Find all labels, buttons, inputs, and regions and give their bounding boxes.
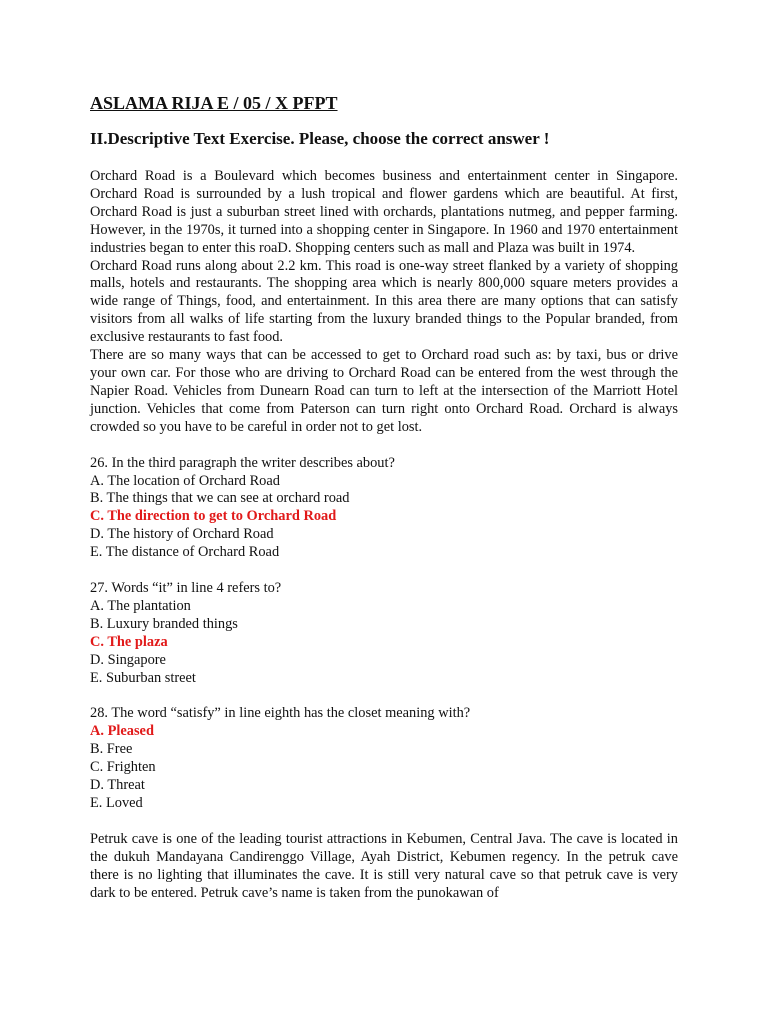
option-d: D. Singapore xyxy=(90,651,166,668)
option-c-correct-answer: C. The plaza xyxy=(90,633,168,650)
paragraph-3: There are so many ways that can be accessed to get to Orchard road such as: by taxi, bus or drive your own car. For those who are driving to Orchard Road can be entered from the west through the Napier Road. Vehicles from Dunearn Road can turn to left at the intersection of the Marriott Hotel junction. Vehicles that come from Paterson can turn right onto Orchard Road. Orchard is always crowded so you have to be careful in order not to get lost. xyxy=(90,347,678,435)
exercise-title: II.Descriptive Text Exercise. Please, choose the correct answer ! xyxy=(90,129,550,148)
option-e: E. Loved xyxy=(90,795,143,811)
question-28 xyxy=(90,705,678,812)
option-e: E. Suburban street xyxy=(90,669,196,686)
option-d: D. The history of Orchard Road xyxy=(90,526,274,543)
option-a: A. The location of Orchard Road xyxy=(90,472,280,489)
question-text: 28. The word “satisfy” in line eighth has the closet meaning with? xyxy=(90,705,471,722)
passage-petruk-cave: Petruk cave is one of the leading tourist attractions in Kebumen, Central Java. The cave is located in the dukuh Mandayana Candirenggo Village, Ayah District, Kebumen regency. In the petruk cave there is no lighting that illuminates the cave. It is still very natural cave so that petruk cave is very dark to be entered. Petruk cave’s name is taken from the punokawan of xyxy=(90,830,678,901)
option-b: B. Free xyxy=(90,741,133,758)
option-a-correct-answer: A. Pleased xyxy=(90,723,154,740)
paragraph-1: Orchard Road is a Boulevard which becomes business and entertainment center in Singapore. Orchard Road is surrounded by a lush tropical and flower gardens which are beautiful. At first, Orchard Road is just a suburban street lined with orchards, plantations nutmeg, and pepper farming. However, in the 1970s, it turned into a shopping center in Singapore. In 1960 and 1970 entertainment industries began to enter this roaD. Shopping centers such as mall and Plaza was built in 1974. xyxy=(90,168,678,256)
passage-orchard-road xyxy=(90,168,678,437)
question-27 xyxy=(90,580,678,687)
option-e: E. The distance of Orchard Road xyxy=(90,544,280,561)
option-d: D. Threat xyxy=(90,777,145,794)
option-a: A. The plantation xyxy=(90,597,191,614)
student-name-header: ASLAMA RIJA E / 05 / X PFPT xyxy=(90,93,338,113)
option-c: C. Frighten xyxy=(90,759,156,776)
question-text: 27. Words “it” in line 4 refers to? xyxy=(90,580,282,597)
option-b: B. The things that we can see at orchard road xyxy=(90,490,350,507)
question-26 xyxy=(90,455,678,562)
paragraph-2: Orchard Road runs along about 2.2 km. This road is one-way street flanked by a variety of shopping malls, hotels and restaurants. The shopping area which is nearly 800,000 square meters provides a wide range of Things, food, and entertainment. In this area there are many options that can satisfy visitors from all walks of life starting from the luxury branded things to the Popular branded, from exclusive restaurants to fast food. xyxy=(90,257,678,346)
option-b: B. Luxury branded things xyxy=(90,615,238,632)
question-text: 26. In the third paragraph the writer describes about? xyxy=(90,454,395,471)
option-c-correct-answer: C. The direction to get to Orchard Road xyxy=(90,508,337,525)
